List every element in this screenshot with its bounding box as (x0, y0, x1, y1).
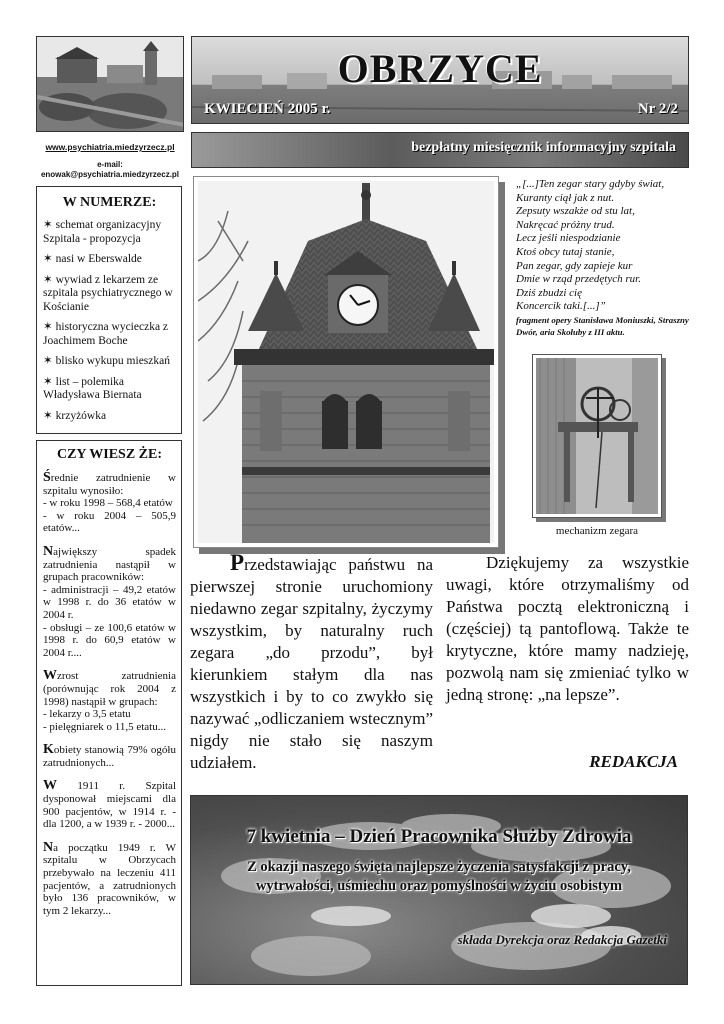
poem-credit: fragment opery Stanisława Moniuszki, Straszny Dwór, aria Skołuby z III aktu. (516, 315, 689, 337)
clock-tower-photo (193, 176, 499, 548)
subtitle-bar (191, 132, 689, 168)
list-item: ✶ wywiad z lekarzem ze szpitala psychiatrycznego w Kościanie (43, 273, 173, 313)
list-item: ✶ nasi w Eberswalde (43, 253, 142, 265)
star-bullet-icon: ✶ (43, 321, 53, 333)
banner-title: 7 kwietnia – Dzień Pracownika Służby Zdrowia (246, 826, 632, 847)
fact-paragraph: W 1911 r. Szpital dysponował miejscami dla 900 pacjentów, w 1914 r. - dla 1200, a w 1939 r. - 2000... (43, 778, 176, 831)
newspaper-title: OBRZYCE (337, 46, 543, 91)
list-item: ✶ schemat organizacyjny Szpitala - propozycja (43, 219, 162, 245)
issue-number: Nr 2/2 (637, 101, 678, 117)
article-signature: REDAKCJA (589, 752, 678, 771)
article-column-left (190, 552, 433, 774)
star-bullet-icon: ✶ (43, 273, 53, 286)
list-item: ✶ historyczna wycieczka z Joachimem Boche (43, 321, 169, 347)
banner-wishes: Z okazji naszego święta najlepsze życzenia satysfakcji z pracy, wytrwałości, uśmiechu oraz pomyślności w życiu osobistym (247, 859, 631, 894)
list-item: ✶ krzyżówka (43, 409, 107, 422)
list-item: ✶ blisko wykupu mieszkań (43, 355, 170, 367)
fact-paragraph: Wzrost zatrudnienia (porównując rok 2004 z 1998) nastąpił w grupach: - lekarzy o 3,5 etatu - pielęgniarek o 11,5 etatu... (43, 668, 176, 733)
list-item: ✶ list – polemika Władysława Biernata (43, 375, 142, 401)
newspaper-subtitle: bezpłatny miesięcznik informacyjny szpitala (411, 140, 676, 155)
masthead (191, 36, 689, 124)
clock-mechanism-photo (532, 354, 662, 518)
star-bullet-icon: ✶ (43, 253, 53, 265)
star-bullet-icon: ✶ (43, 375, 53, 388)
article-text-left: rzedstawiając państwu na pierwszej stronie uruchomiony niedawno zegar szpitalny, życzymy wszystkim, by naturalny ruch zegara „do przodu”, był kierunkiem stałym dla nas wszystkich i by to co zwykło się nazywać „odliczaniem wstecznym” nigdy nie stało się naszym udziałem. (190, 555, 433, 772)
fact-paragraph: Średnie zatrudnienie w szpitalu wynosiło: - w roku 1998 – 568,4 etatów - w roku 2004 – 505,9 etatów... (43, 470, 176, 535)
email-label: e-mail: (97, 160, 123, 169)
article-column-right: Dziękujemy za wszystkie uwagi, które otrzymaliśmy od Państwa pocztą elektroniczną i (częściej) tą pantoflową. Także te krytyczne, które mamy nadzieję, pozwolą nam się zmieniać tylko w jedną stronę: „na lepsze”. (446, 553, 689, 704)
email-link[interactable]: enowak@psychiatria.miedzyrzecz.pl (40, 170, 180, 179)
star-bullet-icon: ✶ (43, 355, 53, 367)
star-bullet-icon: ✶ (43, 409, 53, 422)
issue-date: KWIECIEŃ 2005 r. (204, 101, 331, 117)
fact-paragraph: Kobiety stanowią 79% ogółu zatrudnionych... (43, 742, 176, 769)
did-you-know-box (36, 440, 182, 986)
in-this-issue-title: W NUMERZE: (62, 195, 157, 210)
mechanism-caption: mechanizm zegara (555, 525, 639, 537)
star-bullet-icon: ✶ (43, 219, 53, 231)
website-link[interactable]: www.psychiatria.miedzyrzecz.pl (45, 142, 175, 152)
poem-excerpt: „[...]Ten zegar stary gdyby świat, Kuranty ciął jak z nut. Zepsuty wszakże od stu lat, Nakręcać próżny trud. Lecz jeśli niespodzianie Ktoś obcy tutaj stanie, Pan zegar, gdy zapieje kur Dmie w rząd przedętych rur. Dziś zbudzi cię Koncercik taki.[...]” (516, 178, 665, 313)
banner-signature: składa Dyrekcja oraz Redakcja Gazetki (457, 932, 667, 947)
fact-paragraph: Na początku 1949 r. W szpitalu w Obrzycach przebywało na leczeniu 411 pacjentów, a zatrudnionych było 136 pracowników, w tym 2 lekarzy... (43, 839, 176, 917)
in-this-issue-box (36, 186, 182, 434)
health-worker-day-banner (190, 795, 688, 985)
did-you-know-title: CZY WIESZ ŻE: (56, 447, 163, 462)
hospital-photo (36, 36, 184, 132)
fact-paragraph: Największy spadek zatrudnienia nastąpił w grupach pracowników: - administracji – 49,2 etatów w 1998 r. do 36 etatów w 2004 r. - obsługi – ze 100,6 etatów w 1998 r. do 60,9 etatów w 2004 r.... (43, 543, 176, 659)
article-dropcap: P (230, 550, 245, 575)
